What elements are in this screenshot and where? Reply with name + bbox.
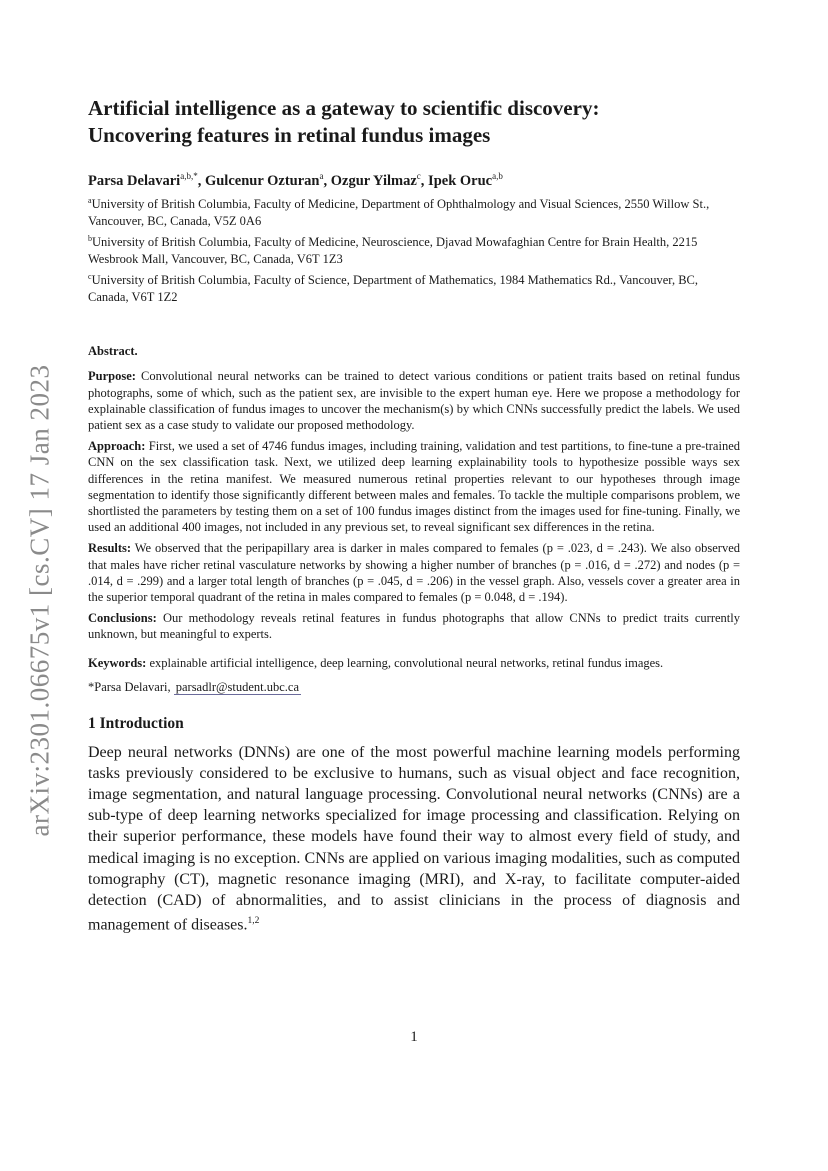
author: Parsa Delavari$^{a,b,*}$,: [88, 171, 205, 189]
author: Gulcenur Ozturan$^a$,: [204, 171, 331, 189]
affiliation: $^c$University of British Columbia, Faculty of Science, Department of Mathematics, 1984 Mathematics Rd., Vancouver, BC, Canada, V6T 1Z2: [88, 272, 699, 305]
author: Ozgur Yilmaz$^c$,: [330, 171, 429, 189]
affiliation-list: [88, 192, 740, 306]
arxiv-identifier: [20, 340, 60, 860]
author-list: [88, 171, 740, 190]
corresponding-label: *Parsa Delavari,: [88, 679, 171, 694]
paper-page: [88, 95, 740, 936]
title-line-1: Artificial intelligence as a gateway to scientific discovery:: [88, 96, 600, 120]
abstract-purpose: Purpose: Convolutional neural networks can be trained to detect various conditions or patient traits based on retinal fundus photographs, some of which, such as the patient sex, are invisible to the expert human eye. Here we propose a methodology for explainable classification of fundus images to uncover the mechanism(s) by which CNNs successfully predict the labels. We used patient sex as a case study to validate our proposed methodology.: [88, 369, 740, 432]
affiliation: $^b$University of British Columbia, Faculty of Medicine, Neuroscience, Djavad Mowafaghian Centre for Brain Health, 2215 Wesbrook Mall, Vancouver, BC, Canada, V6T 1Z3: [88, 233, 698, 267]
corresponding-author: [88, 680, 740, 695]
keywords-label: Keywords:: [88, 655, 147, 670]
keywords: [88, 656, 740, 671]
title-line-2: Uncovering features in retinal fundus images: [88, 123, 491, 147]
section-heading: 1 Introduction: [88, 714, 184, 732]
affiliation: $^a$University of British Columbia, Faculty of Medicine, Department of Ophthalmology and Visual Sciences, 2550 Willow St., Vancouver, BC, Canada, V5Z 0A6: [88, 195, 710, 228]
email-link[interactable]: parsadlr@student.ubc.ca: [175, 679, 300, 694]
abstract-approach: Approach: First, we used a set of 4746 fundus images, including training, validation and test partitions, to fine-tune a pre-trained CNN on the sex classification task. Next, we utilized deep learning explainability tools to hypothesize possible ways sex differences in the retina manifest. We measured numerous retinal properties relevant to our hypotheses through image segmentation to identify those significantly different between males and females. To tackle the multiple comparisons problem, we shortlisted the parameters by testing them on a set of 100 fundus images distinct from the images used for fine-tuning. Finally, we used an additional 400 images, not included in any previous set, to reveal significant sex differences in the retina.: [88, 439, 740, 535]
author: Ipek Oruc$^{a,b}$: [428, 171, 503, 189]
abstract-conclusions: Conclusions: Our methodology reveals retinal features in fundus photographs that allow CNNs to predict traits currently unknown, but meaningful to experts.: [88, 611, 741, 642]
page-number: 1: [410, 1029, 418, 1045]
abstract-heading: Abstract.: [88, 344, 138, 359]
citation-refs[interactable]: 1,2: [247, 916, 260, 927]
abstract-body: [88, 368, 740, 642]
introduction-paragraph: Deep neural networks (DNNs) are one of the most powerful machine learning models performing tasks previously considered to be exclusive to humans, such as visual object and face recognition, image segmentation, and natural language processing. Convolutional neural networks (CNNs) are a sub-type of deep learning networks specialized for image processing and classification. Relying on their superior performance, these models have found their way to almost every field of study, and medical imaging is no exception. CNNs are applied on various imaging modalities, such as computed tomography (CT), magnetic resonance imaging (MRI), and X-ray, to facilitate computer-aided detection (CAD) of abnormalities, and to assist clinicians in the process of diagnosis and management of diseases.$^{1,2}$: [88, 743, 740, 934]
paper-title: [88, 95, 740, 149]
keywords-text: explainable artificial intelligence, deep learning, convolutional neural networks, retinal fundus images.: [149, 655, 664, 670]
abstract-results: Results: We observed that the peripapillary area is darker in males compared to females (p = .023, d = .243). We also observed that males have richer retinal vasculature networks by showing a higher number of branches (p = .016, d = .272) and nodes (p = .014, d = .299) and a larger total length of branches (p = .045, d = .206) in the vessel graph. Also, vessels cover a greater area in the superior temporal quadrant of the retina in males compared to females (p = 0.048, d = .194).: [88, 541, 740, 604]
arxiv-id-text: arXiv:2301.06675v1 [cs.CV] 17 Jan 2023: [24, 364, 55, 836]
